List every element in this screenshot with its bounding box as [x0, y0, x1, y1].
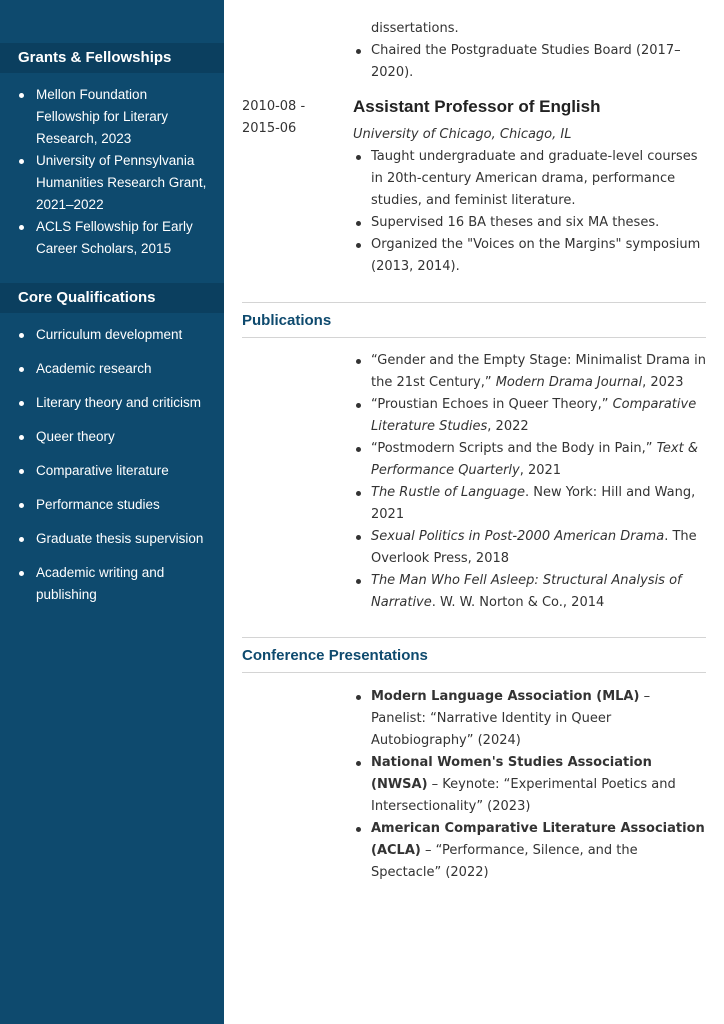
publication-prefix: “Gender and the Empty Stage: Minimalist Drama in the 21st Century,” [371, 353, 706, 390]
publication-item [353, 438, 706, 482]
conference-organization: American Comparative Literature Association (ACLA) [371, 821, 705, 858]
job-employer: University of Chicago, Chicago, IL [353, 127, 572, 142]
list-item: ACLS Fellowship for Early Career Scholars, 2015 [18, 216, 214, 260]
conference-item [353, 818, 706, 884]
publication-item [353, 526, 706, 570]
conference-organization: Modern Language Association (MLA) [371, 689, 640, 704]
publication-item [353, 570, 706, 614]
list-item: Literary theory and criticism [18, 392, 214, 414]
list-item: Taught undergraduate and graduate-level courses in 20th-century American drama, performance studies, and feminist literature. [353, 146, 706, 212]
conference-detail: – Keynote: “Experimental Poetics and Intersectionality” (2023) [371, 777, 676, 814]
conference-detail: – Panelist: “Narrative Identity in Queer Autobiography” (2024) [371, 689, 651, 748]
list-item: Supervised 16 BA theses and six MA theses. [353, 212, 706, 234]
list-item: Academic writing and publishing [18, 562, 214, 606]
job-title: Assistant Professor of English [353, 97, 601, 116]
conference-detail: – “Performance, Silence, and the Spectacle” (2022) [371, 843, 638, 880]
job-bullets [353, 146, 706, 278]
publication-item [353, 482, 706, 526]
sidebar [0, 0, 224, 1024]
conference-organization: National Women's Studies Association (NWSA) [371, 755, 652, 792]
publication-venue: The Man Who Fell Asleep: Structural Analysis of Narrative [371, 573, 682, 610]
publication-suffix: , 2023 [642, 375, 684, 390]
list-item: Queer theory [18, 426, 214, 448]
list-item: Academic research [18, 358, 214, 380]
section-divider [242, 672, 706, 673]
list-item: University of Pennsylvania Humanities Research Grant, 2021–2022 [18, 150, 214, 216]
conferences-list [353, 686, 706, 884]
list-item-continued: dissertations. [371, 21, 459, 36]
qualifications-list [18, 324, 214, 618]
conferences-heading: Conference Presentations [242, 647, 428, 664]
publication-suffix: . W. W. Norton & Co., 2014 [431, 595, 605, 610]
conference-item [353, 686, 706, 752]
job-date [242, 96, 342, 140]
publication-prefix: “Proustian Echoes in Queer Theory,” [371, 397, 613, 412]
publication-venue: Comparative Literature Studies [371, 397, 697, 434]
publication-venue: The Rustle of Language [371, 485, 526, 500]
previous-job-bullets [353, 18, 706, 84]
list-item: Chaired the Postgraduate Studies Board (2017–2020). [353, 40, 706, 84]
job-date-end: 2015-06 [242, 121, 297, 136]
publication-venue: Modern Drama Journal [495, 375, 643, 390]
grants-list [18, 84, 214, 260]
section-divider [242, 637, 706, 638]
grants-heading: Grants & Fellowships [0, 43, 224, 73]
job-date-start: 2010-08 - [242, 99, 306, 114]
list-item: Performance studies [18, 494, 214, 516]
publications-heading: Publications [242, 312, 332, 329]
publication-prefix: “Postmodern Scripts and the Body in Pain,” [371, 441, 657, 456]
list-item: Graduate thesis supervision [18, 528, 214, 550]
section-divider [242, 302, 706, 303]
section-divider [242, 337, 706, 338]
list-item: Comparative literature [18, 460, 214, 482]
publication-suffix: . The Overlook Press, 2018 [371, 529, 697, 566]
publication-item [353, 350, 706, 394]
conference-item [353, 752, 706, 818]
publication-suffix: . New York: Hill and Wang, 2021 [371, 485, 696, 522]
list-item: Curriculum development [18, 324, 214, 346]
publications-list [353, 350, 706, 614]
publication-venue: Sexual Politics in Post-2000 American Drama [371, 529, 665, 544]
publication-item [353, 394, 706, 438]
publication-venue: Text & Performance Quarterly [371, 441, 698, 478]
publication-suffix: , 2021 [519, 463, 562, 478]
list-item: Mellon Foundation Fellowship for Literary Research, 2023 [18, 84, 214, 150]
list-item: Organized the "Voices on the Margins" symposium (2013, 2014). [353, 234, 706, 278]
publication-suffix: , 2022 [487, 419, 529, 434]
qualifications-heading: Core Qualifications [0, 283, 224, 313]
